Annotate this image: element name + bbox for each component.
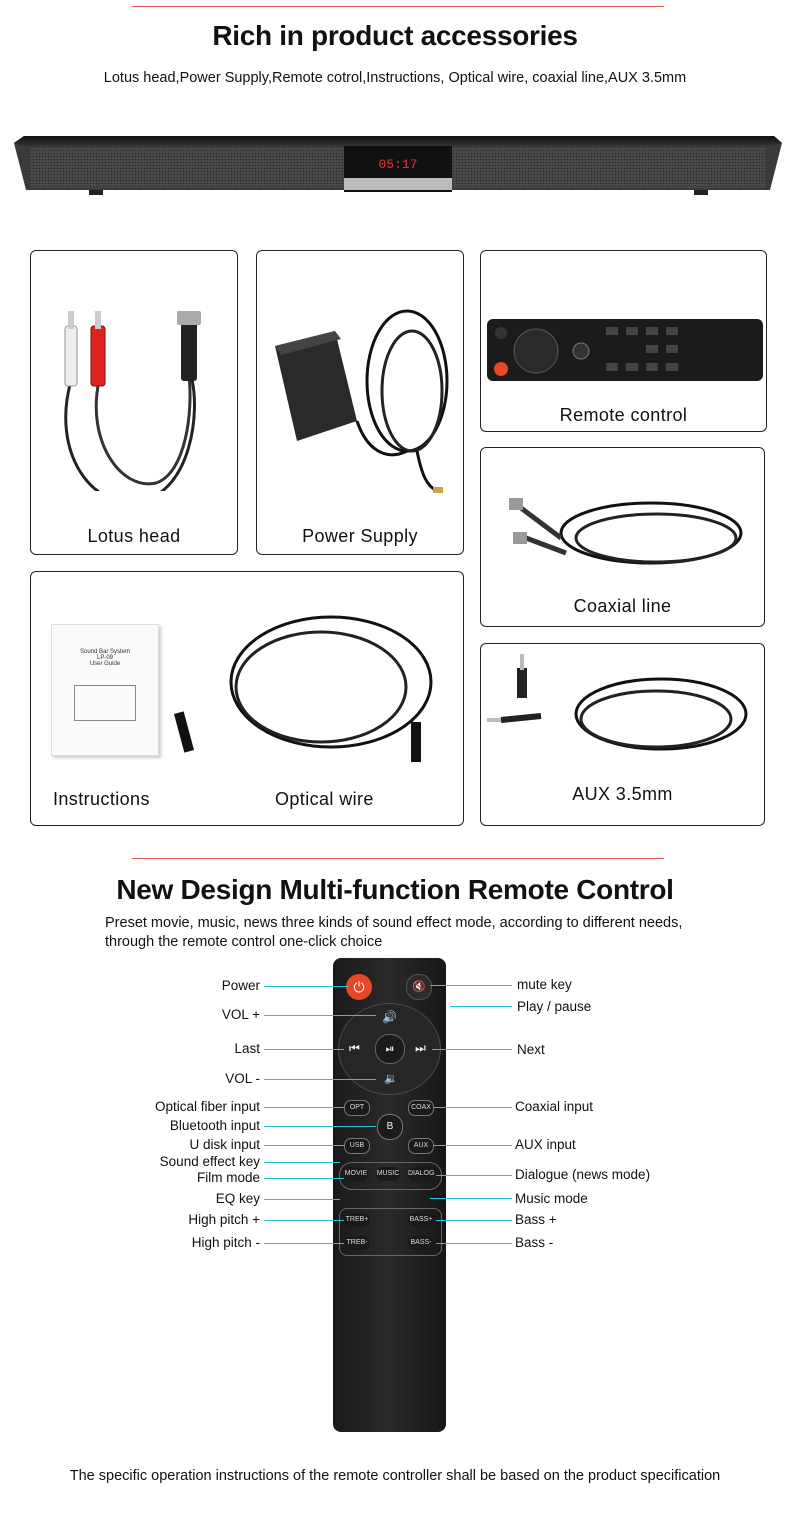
callout-treb-down: [264, 1243, 344, 1244]
label-aux: AUX input: [515, 1137, 576, 1152]
instructions-label: Instructions: [53, 789, 150, 809]
remote-image-small: [481, 251, 765, 391]
middle-divider: [132, 858, 664, 859]
callout-play: [450, 1006, 512, 1007]
coaxial-line-card: [480, 447, 765, 627]
label-bluetooth: Bluetooth input: [169, 1118, 260, 1133]
label-optical: Optical fiber input: [154, 1099, 260, 1114]
label-play: Play / pause: [517, 999, 592, 1014]
movie-button[interactable]: MOVIE: [344, 1167, 368, 1181]
callout-mute: [430, 985, 512, 986]
label-music: Music mode: [515, 1191, 588, 1206]
label-bass-down: Bass -: [515, 1235, 554, 1250]
section-title-remote: New Design Multi-function Remote Control: [116, 874, 674, 905]
label-power: Power: [221, 978, 260, 993]
label-vol-up: VOL +: [221, 1007, 260, 1022]
last-icon[interactable]: ⏮: [349, 1041, 360, 1055]
callout-power: [264, 986, 348, 987]
label-treb-down: High pitch -: [191, 1235, 260, 1250]
callout-dialog: [436, 1175, 512, 1176]
remote-control-label: Remote control: [559, 405, 688, 425]
treb-up-button[interactable]: TREB+: [344, 1213, 370, 1227]
soundbar-image: [14, 128, 782, 198]
coaxial-cable-image: [481, 448, 763, 588]
vol-down-icon[interactable]: 🔉: [384, 1073, 398, 1085]
power-button[interactable]: ⏻: [346, 974, 372, 1000]
label-eq: EQ key: [215, 1191, 260, 1206]
remote-body: [333, 958, 446, 1432]
power-supply-label: Power Supply: [302, 526, 418, 546]
display-readout: 05:17: [378, 157, 418, 172]
coaxial-line-label: Coaxial line: [573, 596, 672, 616]
callout-last: [264, 1049, 344, 1050]
opt-button[interactable]: OPT: [344, 1100, 370, 1116]
usb-button[interactable]: USB: [344, 1138, 370, 1154]
callout-aux: [434, 1145, 512, 1146]
remote-description-line-2: through the remote control one-click choice: [105, 934, 383, 950]
callout-music: [430, 1198, 512, 1199]
next-icon[interactable]: ⏭: [415, 1041, 426, 1055]
mute-button[interactable]: 🔇: [406, 974, 432, 1000]
label-bass-up: Bass +: [515, 1212, 557, 1227]
top-divider: [132, 6, 664, 7]
vol-up-icon[interactable]: 🔊: [382, 1010, 397, 1024]
label-treb-up: High pitch +: [188, 1212, 260, 1227]
aux-card: [480, 643, 765, 826]
manual-line-1: Sound Bar System: [79, 649, 131, 655]
aux-label: AUX 3.5mm: [572, 784, 673, 804]
callout-treb-up: [264, 1220, 344, 1221]
aux-button[interactable]: AUX: [408, 1138, 434, 1154]
callout-bass-down: [436, 1243, 512, 1244]
callout-bluetooth: [264, 1126, 376, 1127]
manual-line-2: LP-09: [96, 655, 113, 661]
manual-line-3: User Guide: [89, 661, 121, 667]
label-last: Last: [234, 1041, 260, 1056]
label-mute: mute key: [517, 977, 572, 992]
optical-wire-label: Optical wire: [275, 789, 374, 809]
callout-vol-up: [264, 1015, 376, 1016]
lotus-head-card: [30, 250, 238, 555]
label-vol-down: VOL -: [225, 1071, 260, 1086]
callout-next: [432, 1049, 512, 1050]
music-button[interactable]: MUSIC: [376, 1167, 400, 1181]
callout-coax: [434, 1107, 512, 1108]
lotus-head-label: Lotus head: [87, 526, 181, 546]
callout-bass-up: [436, 1220, 512, 1221]
callout-film: [264, 1178, 344, 1179]
remote-description-line-1: Preset movie, music, news three kinds of sound effect mode, according to different needs,: [105, 915, 683, 931]
instructions-optical-card: [30, 571, 464, 826]
label-sound-effect: Sound effect key: [159, 1154, 260, 1169]
power-supply-card: [256, 250, 464, 555]
play-pause-button[interactable]: ⏯: [375, 1034, 405, 1064]
bass-down-button[interactable]: BASS-: [408, 1236, 434, 1250]
accessories-subtitle: Lotus head,Power Supply,Remote cotrol,Instructions, Optical wire, coaxial line,AUX 3.5mm: [103, 70, 687, 86]
footer-note: The specific operation instructions of the remote controller shall be based on the product specification: [69, 1468, 721, 1484]
navigation-ring: [338, 1003, 441, 1095]
label-film: Film mode: [196, 1170, 260, 1185]
callout-optical: [264, 1107, 344, 1108]
aux-cable-image: [481, 644, 763, 784]
label-coax: Coaxial input: [515, 1099, 594, 1114]
label-usb: U disk input: [189, 1137, 260, 1152]
treb-down-button[interactable]: TREB-: [344, 1236, 370, 1250]
bass-up-button[interactable]: BASS+: [408, 1213, 434, 1227]
remote-control-card: [480, 250, 767, 432]
label-next: Next: [517, 1042, 545, 1057]
coax-button[interactable]: COAX: [408, 1100, 434, 1116]
dialog-button[interactable]: DIALOG: [408, 1167, 434, 1181]
callout-vol-down: [264, 1079, 376, 1080]
bluetooth-button[interactable]: B: [377, 1114, 403, 1140]
section-title-accessories: Rich in product accessories: [212, 20, 578, 51]
label-dialog: Dialogue (news mode): [515, 1167, 651, 1182]
callout-eq: [264, 1199, 340, 1200]
power-adapter-image: [257, 251, 463, 511]
callout-sound-effect: [264, 1162, 340, 1163]
callout-usb: [264, 1145, 344, 1146]
optical-cable-image: [31, 572, 463, 782]
rca-cable-image: [31, 251, 237, 491]
